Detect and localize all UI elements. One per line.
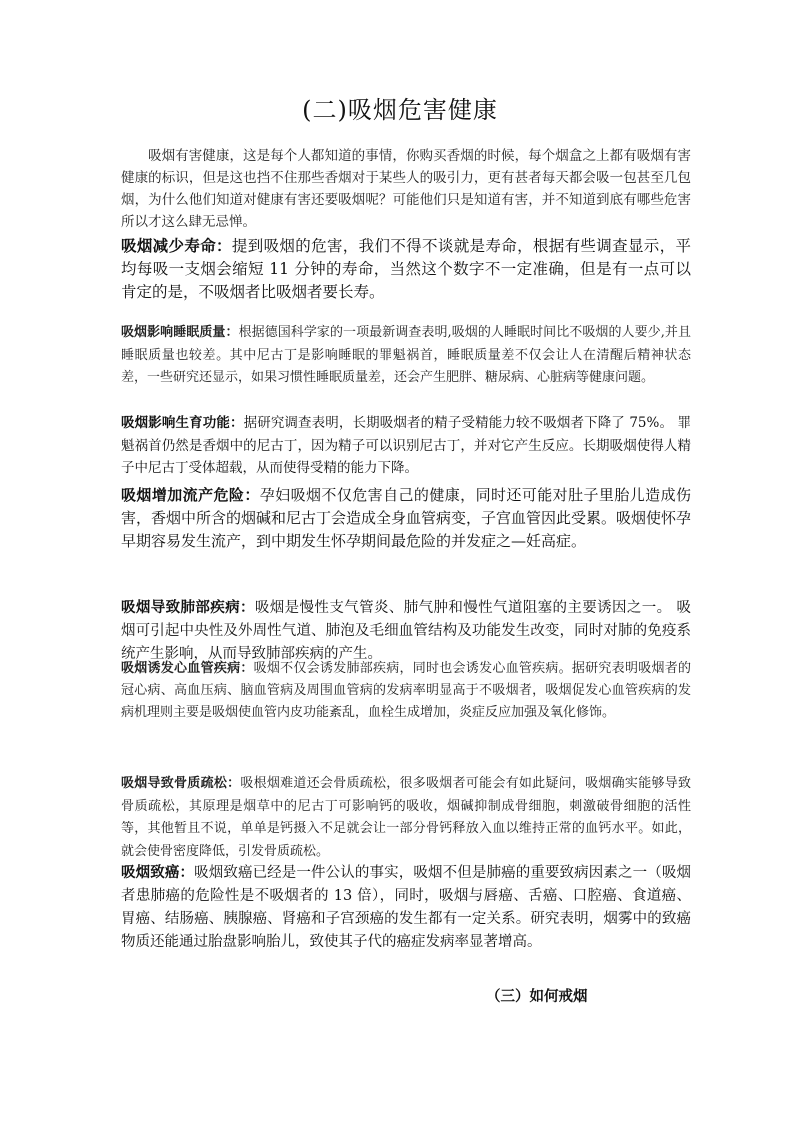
section-lifespan — [121, 234, 691, 304]
intro-paragraph: 吸烟有害健康，这是每个人都知道的事情，你购买香烟的时候，每个烟盒之上都有吸烟有害健康的标识，但是这也挡不住那些香烟对于某些人的吸引力，更有甚者每天都会吸一包甚至几包烟，为什么他们知道对健康有害还要吸烟呢？可能他们只是知道有害，并不知道到底有哪些危害所以才这么肆无忌惮。 — [121, 148, 691, 230]
section-heading: 吸烟导致肺部疾病： — [121, 599, 255, 616]
section-fertility — [121, 412, 691, 480]
section-miscarriage — [121, 484, 691, 553]
section-body: 据研究调查表明，长期吸烟者的精子受精能力较不吸烟者下降了 75%。 罪魁祸首仍然是香烟中的尼古丁，因为精子可以识别尼古丁，并对它产生反应。长期吸烟使得人精子中尼古丁受体超载，从而使得受精的能力下降。 — [121, 415, 691, 476]
section-body: 吸根烟难道还会骨质疏松，很多吸烟者可能会有如此疑问，吸烟确实能够导致骨质疏松，其原理是烟草中的尼古丁可影响钙的吸收，烟碱抑制成骨细胞，刺激破骨细胞的活性等，其他暂且不说，单单是钙摄入不足就会让一部分骨钙释放入血以维持正常的血钙水平。如此，就会使骨密度降低，引发骨质疏松。 — [121, 776, 691, 859]
section-osteoporosis — [121, 773, 691, 863]
section-heading: 吸烟影响生育功能： — [121, 415, 244, 431]
section-heading: 吸烟增加流产危险： — [121, 486, 260, 504]
section-heading: 吸烟诱发心血管疾病： — [121, 661, 254, 676]
section-body: 吸烟不仅会诱发肺部疾病，同时也会诱发心血管疾病。据研究表明吸烟者的冠心病、高血压病、脑血管病及周围血管病的发病率明显高于不吸烟者，吸烟促发心血管疾病的发病机理则主要是吸烟使血管内皮功能紊乱，血栓生成增加，炎症反应加强及氧化修饰。 — [121, 661, 691, 720]
page-title: (二)吸烟危害健康 — [302, 96, 498, 124]
section-body: 吸烟致癌已经是一件公认的事实，吸烟不但是肺癌的重要致病因素之一（吸烟者患肺癌的危险性是不吸烟者的 13 倍），同时，吸烟与唇癌、舌癌、口腔癌、食道癌、胃癌、结肠癌、胰腺癌、肾癌和子宫颈癌的发生都有一定关系。研究表明，烟雾中的致癌物质还能通过胎盘影响胎儿，致使其子代的癌症发病率显著增高。 — [121, 865, 691, 950]
section-heading: 吸烟导致骨质疏松： — [121, 776, 241, 791]
section-cancer — [121, 861, 691, 954]
section-sleep — [121, 322, 691, 390]
section-body: 提到吸烟的危害，我们不得不谈就是寿命，根据有些调查显示，平均每吸一支烟会缩短 11 分钟的寿命，当然这个数字不一定准确，但是有一点可以肯定的是，不吸烟者比吸烟者要长寿。 — [121, 237, 691, 301]
section-body: 根据德国科学家的一项最新调查表明,吸烟的人睡眠时间比不吸烟的人要少,并且睡眠质量也较差。其中尼古丁是影响睡眠的罪魁祸首，睡眠质量差不仅会让人在清醒后精神状态差，一些研究还显示，如果习惯性睡眠质量差，还会产生肥胖、糖尿病、心脏病等健康问题。 — [121, 325, 691, 385]
section-body: 孕妇吸烟不仅危害自己的健康，同时还可能对肚子里胎儿造成伤害，香烟中所含的烟碱和尼古丁会造成全身血管病变，子宫血管因此受累。吸烟使怀孕早期容易发生流产，到中期发生怀孕期间最危险的并发症之—妊高症。 — [121, 486, 692, 550]
next-section-title: （三）如何戒烟 — [486, 988, 588, 1005]
section-heading: 吸烟影响睡眠质量： — [121, 325, 239, 340]
section-heading: 吸烟减少寿命： — [121, 236, 232, 255]
section-lung-disease — [121, 596, 691, 666]
section-heading: 吸烟致癌： — [121, 864, 195, 881]
section-body: 吸烟是慢性支气管炎、肺气肿和慢性气道阻塞的主要诱因之一。 吸烟可引起中央性及外周性气道、肺泡及毛细血管结构及功能发生改变，同时对肺的免疫系统产生影响，从而导致肺部疾病的产生。 — [121, 600, 692, 662]
section-cardiovascular — [121, 658, 691, 724]
